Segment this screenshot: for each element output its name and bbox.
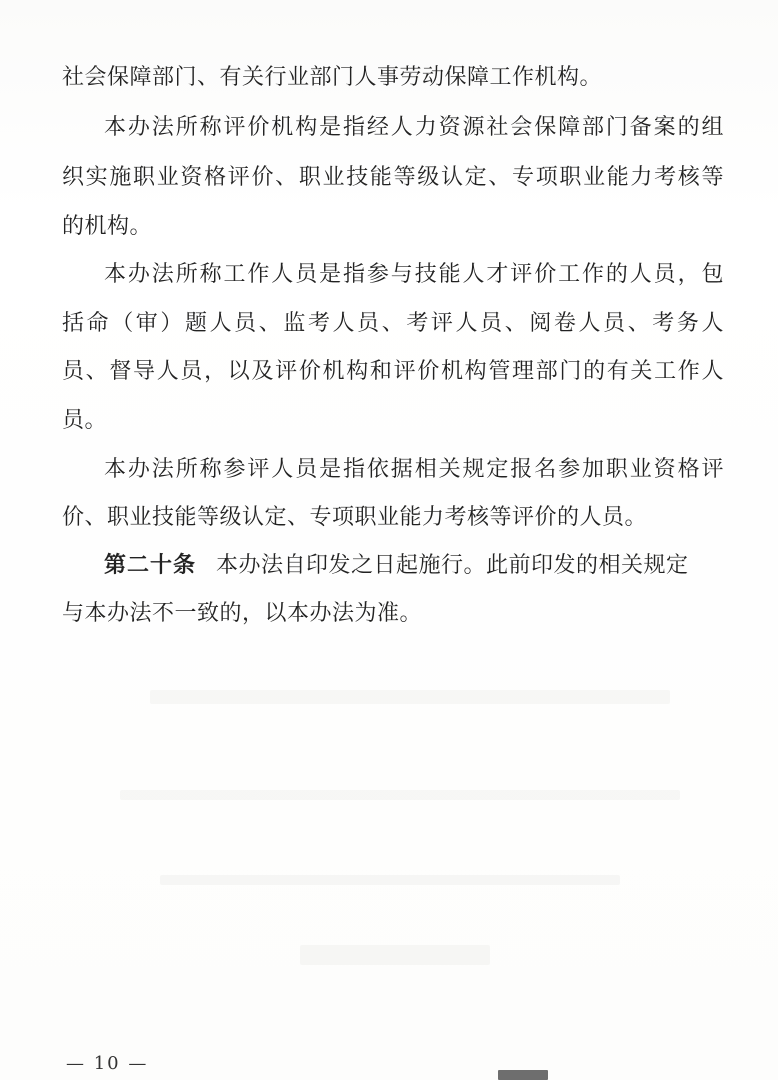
paragraph-line: 织实施职业资格评价、职业技能等级认定、专项职业能力考核等 <box>62 165 724 190</box>
paragraph-line: 本办法所称评价机构是指经人力资源社会保障部门备案的组 <box>104 115 724 140</box>
paragraph-line: 本办法所称参评人员是指依据相关规定报名参加职业资格评 <box>104 457 724 482</box>
scan-artifact <box>498 1070 548 1080</box>
paragraph-line: 与本办法不一致的，以本办法为准。 <box>62 601 423 626</box>
article-text: 本办法自印发之日起施行。此前印发的相关规定 <box>216 553 689 578</box>
bleed-through-mark <box>150 690 670 704</box>
bleed-through-mark <box>300 945 490 965</box>
bleed-through-mark <box>120 790 680 800</box>
article-twenty-line <box>104 545 724 585</box>
paragraph-line: 的机构。 <box>62 214 153 239</box>
paragraph-line: 括命（审）题人员、监考人员、考评人员、阅卷人员、考务人 <box>62 311 724 336</box>
article-number: 第二十条 <box>104 552 197 578</box>
page-number: — 10 — <box>66 1053 149 1074</box>
bleed-through-mark <box>160 875 620 885</box>
paragraph-line: 员。 <box>62 408 108 433</box>
paragraph-line: 价、职业技能等级认定、专项职业能力考核等评价的人员。 <box>62 505 648 530</box>
paragraph-line: 本办法所称工作人员是指参与技能人才评价工作的人员，包 <box>104 262 724 287</box>
paragraph-line: 社会保障部门、有关行业部门人事劳动保障工作机构。 <box>62 65 603 90</box>
paragraph-line: 员、督导人员，以及评价机构和评价机构管理部门的有关工作人 <box>62 359 724 384</box>
